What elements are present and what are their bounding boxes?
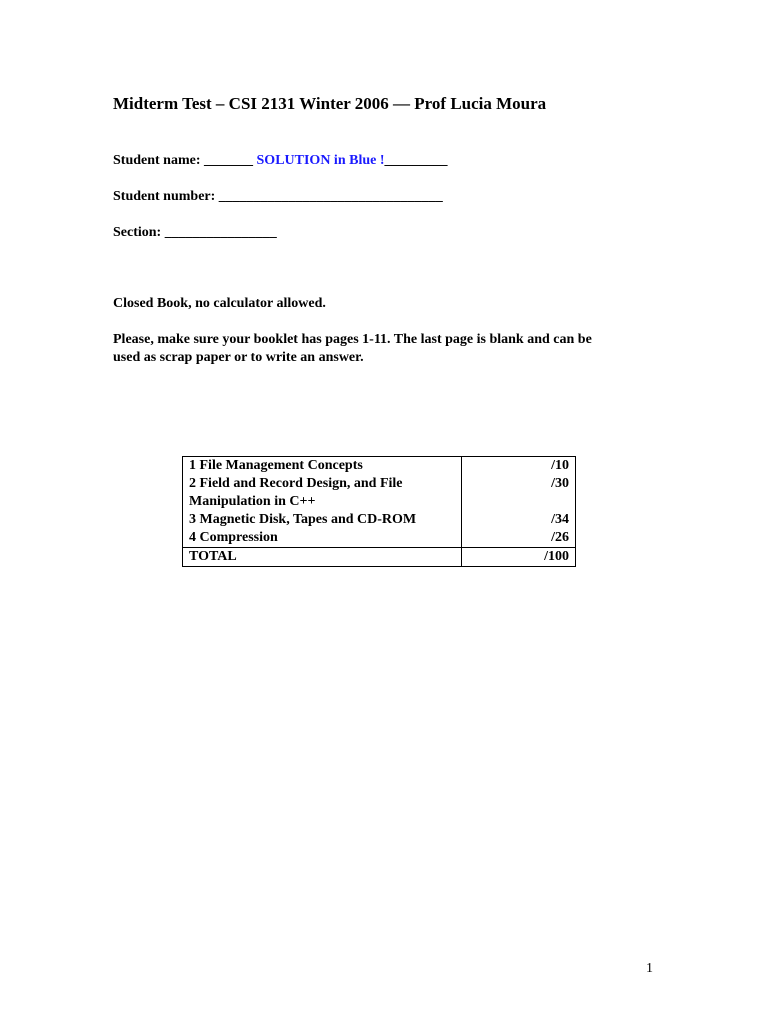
student-name-line [113,153,448,169]
points-cell: /30 [462,475,576,511]
closed-book-note: Closed Book, no calculator allowed. [113,296,326,311]
topic-cell: 3 Magnetic Disk, Tapes and CD-ROM [183,511,462,529]
topic-cell: 1 File Management Concepts [183,457,462,476]
solution-note: SOLUTION in Blue ! [256,153,385,168]
topic-cell: 4 Compression [183,529,462,548]
document-title: Midterm Test – CSI 2131 Winter 2006 — Prof Lucia Moura [113,94,547,113]
student-name-blank: _________ [384,153,448,168]
total-label-cell: TOTAL [183,548,462,567]
table-row-total [183,548,576,567]
total-points-cell: /100 [462,548,576,567]
points-cell: /26 [462,529,576,548]
points-cell: /10 [462,457,576,476]
table-row [183,529,576,548]
topic-cell: 2 Field and Record Design, and File Manipulation in C++ [183,475,462,511]
student-number-line: Student number: ________________________________ [113,189,443,204]
table-row [183,511,576,529]
score-table [182,456,576,567]
table-row [183,475,576,511]
section-line: Section: ________________ [113,225,277,240]
pages-note-line-1: Please, make sure your booklet has pages 1-11. The last page is blank and can be [113,332,592,347]
student-name-label: Student name: _______ [113,153,257,168]
pages-note-line-2: used as scrap paper or to write an answer. [113,350,364,365]
points-cell: /34 [462,511,576,529]
page-number: 1 [646,961,653,976]
table-row [183,457,576,476]
